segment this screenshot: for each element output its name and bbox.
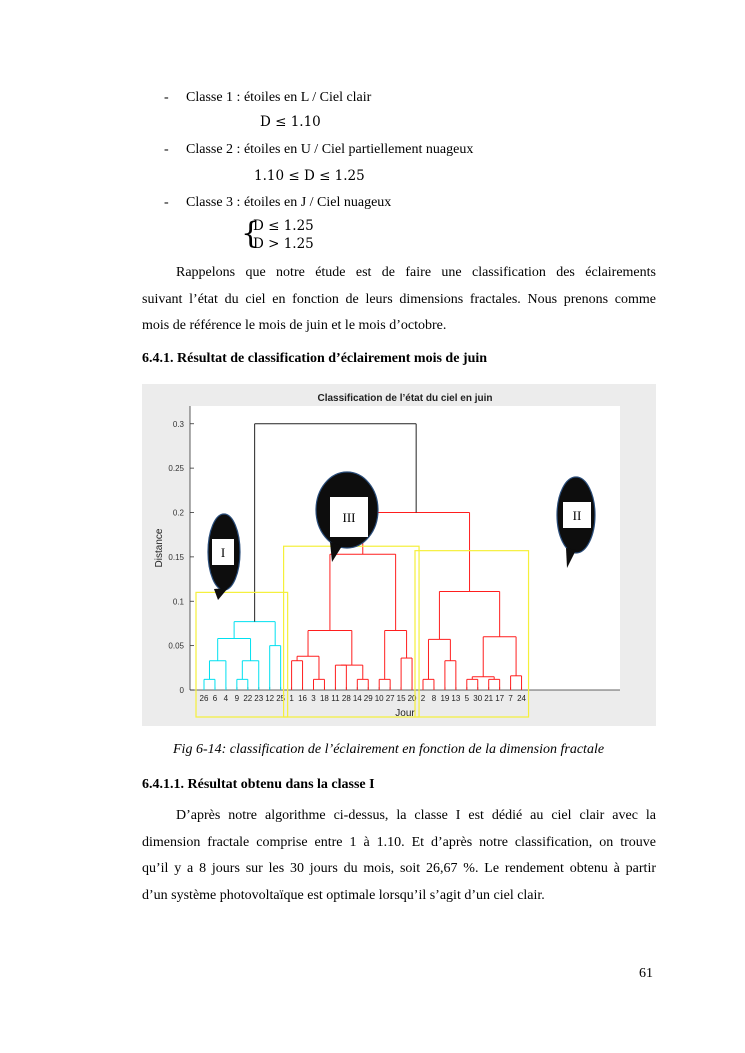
x-tick-label: 28	[341, 694, 351, 703]
class-label: Classe 3 : étoiles en J / Ciel nuageux	[186, 195, 392, 210]
class-item-1	[164, 89, 664, 107]
x-tick-label: 20	[407, 694, 417, 703]
x-tick-label: 12	[265, 694, 275, 703]
bullet-dash: -	[164, 90, 169, 105]
page-number: 61	[639, 966, 653, 981]
x-tick-label: 24	[517, 694, 527, 703]
x-tick-label: 16	[298, 694, 308, 703]
intro-line: Rappelons que notre étude est de faire une classification des éclairements	[176, 265, 656, 280]
x-tick-label: 5	[464, 694, 470, 703]
x-tick-label: 22	[243, 694, 253, 703]
x-tick-label: 1	[289, 694, 294, 703]
subsection-heading: 6.4.1.1. Résultat obtenu dans la classe I	[142, 777, 375, 792]
class-item-3	[164, 194, 664, 212]
intro-line: suivant l’état du ciel en fonction de leurs dimensions fractales. Nous prenons comme	[142, 291, 656, 307]
x-tick-label: 10	[374, 694, 384, 703]
x-tick-label: 27	[385, 694, 395, 703]
class-3-formula-1: D ≤ 1.25	[253, 218, 314, 234]
result-paragraph	[142, 803, 656, 909]
curly-brace: {	[241, 216, 261, 251]
y-tick-label: 0.1	[172, 597, 184, 607]
intro-line: mois de référence le mois de juin et le mois d’octobre.	[142, 318, 447, 333]
x-tick-label: 14	[352, 694, 362, 703]
x-axis-label: Jour	[395, 708, 415, 719]
x-tick-label: 15	[396, 694, 406, 703]
x-tick-label: 3	[311, 694, 316, 703]
figure-caption: Fig 6-14: classification de l’éclairement en fonction de la dimension fractale	[173, 742, 605, 757]
y-tick-label: 0	[179, 686, 184, 695]
y-tick-label: 0.25	[168, 464, 184, 474]
class-label: Classe 1 : étoiles en L / Ciel clair	[186, 90, 372, 105]
bullet-dash: -	[164, 195, 169, 210]
x-tick-label: 30	[473, 694, 483, 703]
callout-III-label: III	[342, 510, 356, 525]
callout-I-label: I	[220, 545, 226, 560]
x-tick-label: 7	[508, 694, 513, 703]
x-tick-label: 4	[223, 694, 229, 703]
section-heading: 6.4.1. Résultat de classification d’éclairement mois de juin	[142, 351, 488, 366]
x-tick-label: 21	[484, 694, 494, 703]
result-line: D’après notre algorithme ci-dessus, la classe I est dédié au ciel clair avec la	[176, 808, 656, 823]
callout-II-label: II	[572, 508, 582, 523]
x-tick-label: 9	[234, 694, 240, 703]
y-tick-label: 0.05	[168, 641, 184, 651]
dendrogram-chart	[142, 384, 656, 726]
x-tick-label: 26	[199, 694, 209, 703]
class-item-2	[164, 141, 664, 159]
class-3-formula-2: D > 1.25	[253, 236, 314, 252]
bullet-dash: -	[164, 142, 169, 157]
dendrogram-figure	[142, 384, 656, 726]
x-tick-label: 6	[212, 694, 218, 703]
x-tick-label: 18	[319, 694, 329, 703]
chart-title: Classification de l’état du ciel en juin	[317, 393, 493, 404]
x-tick-label: 29	[363, 694, 373, 703]
x-tick-label: 25	[276, 694, 286, 703]
class-label: Classe 2 : étoiles en U / Ciel partiellement nuageux	[186, 142, 474, 157]
x-tick-label: 2	[420, 694, 426, 703]
intro-paragraph	[142, 260, 656, 340]
y-tick-label: 0.3	[172, 419, 184, 429]
x-tick-label: 13	[451, 694, 461, 703]
x-tick-label: 23	[254, 694, 264, 703]
x-tick-label: 11	[331, 694, 340, 703]
y-tick-label: 0.2	[172, 508, 184, 518]
class-1-formula: D ≤ 1.10	[260, 114, 321, 130]
class-2-formula: 1.10 ≤ D ≤ 1.25	[254, 168, 365, 184]
result-line: dimension fractale comprise entre 1 à 1.10. Et d’après notre classification, on trouve	[142, 834, 656, 850]
result-line: qu’il y a 8 jours sur les 30 jours du mois, soit 26,67 %. Le rendement obtenu à partir	[142, 861, 656, 876]
x-tick-label: 8	[431, 694, 437, 703]
y-tick-label: 0.15	[168, 552, 184, 562]
y-axis-label: Distance	[154, 528, 165, 568]
x-tick-label: 17	[495, 694, 505, 703]
result-line: d’un système photovoltaïque est optimale lorsqu’il s’agit d’un ciel clair.	[142, 887, 545, 903]
x-tick-label: 19	[440, 694, 450, 703]
